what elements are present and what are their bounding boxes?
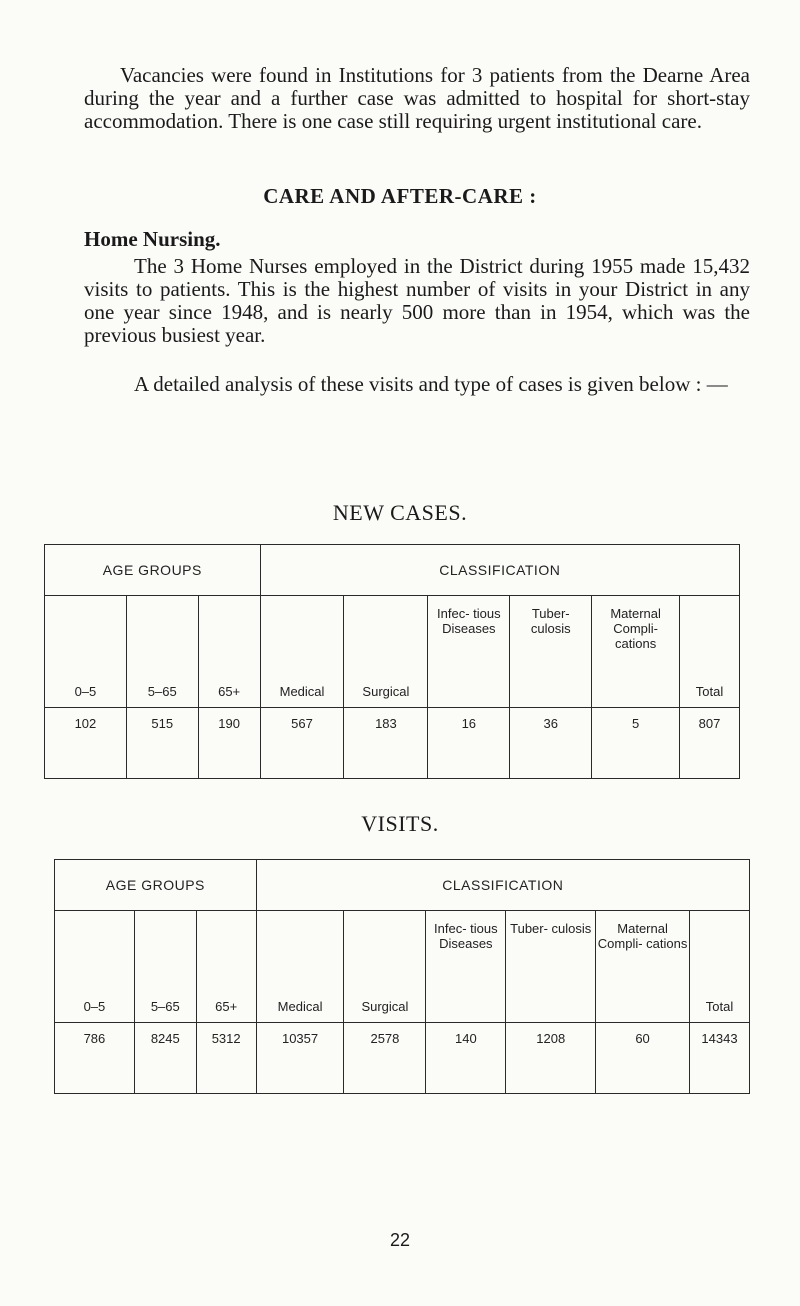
classification-header: CLASSIFICATION <box>256 860 749 911</box>
table-cell: 8245 <box>134 1023 196 1094</box>
column-header-65-plus: 65+ <box>196 911 256 1023</box>
column-header-5-65: 5–65 <box>134 911 196 1023</box>
table-cell: 2578 <box>344 1023 426 1094</box>
column-header-tuberculosis: Tuber- culosis <box>506 911 596 1023</box>
table-cell: 16 <box>428 708 510 779</box>
table-cell: 1208 <box>506 1023 596 1094</box>
column-header-surgical: Surgical <box>344 596 428 708</box>
column-header-maternal-complications: Maternal Compli- cations <box>592 596 680 708</box>
vacancies-paragraph: Vacancies were found in Institutions for 3 patients from the Dearne Area during the year and a further case was admitted to hospital for short-stay accommodation. There is one case still requiring urgent institutional care. <box>84 63 750 133</box>
column-header-infectious-diseases: Infec- tious Diseases <box>428 596 510 708</box>
visits-title: VISITS. <box>361 811 439 836</box>
column-header-maternal-complications: Maternal Compli- cations <box>596 911 690 1023</box>
visits-table <box>54 859 750 1094</box>
column-header-0-5: 0–5 <box>45 596 127 708</box>
column-header-medical: Medical <box>256 911 344 1023</box>
column-header-0-5: 0–5 <box>55 911 135 1023</box>
column-header-5-65: 5–65 <box>126 596 198 708</box>
classification-header: CLASSIFICATION <box>260 545 739 596</box>
analysis-intro-paragraph: A detailed analysis of these visits and type of cases is given below : — <box>134 372 728 396</box>
table-cell: 10357 <box>256 1023 344 1094</box>
column-header-surgical: Surgical <box>344 911 426 1023</box>
column-header-infectious-diseases: Infec- tious Diseases <box>426 911 506 1023</box>
table-cell: 786 <box>55 1023 135 1094</box>
table-cell: 807 <box>680 708 740 779</box>
age-groups-header: AGE GROUPS <box>45 545 261 596</box>
column-header-total: Total <box>690 911 750 1023</box>
table-cell: 190 <box>198 708 260 779</box>
table-row <box>45 708 740 779</box>
table-cell: 60 <box>596 1023 690 1094</box>
new-cases-table <box>44 544 740 779</box>
table-cell: 183 <box>344 708 428 779</box>
column-header-tuberculosis: Tuber- culosis <box>510 596 592 708</box>
table-cell: 14343 <box>690 1023 750 1094</box>
care-after-care-heading: CARE AND AFTER-CARE : <box>263 184 537 208</box>
page-number: 22 <box>389 1230 411 1250</box>
age-groups-header: AGE GROUPS <box>55 860 257 911</box>
table-cell: 567 <box>260 708 344 779</box>
table-row <box>55 1023 750 1094</box>
home-nursing-heading: Home Nursing. <box>84 227 221 251</box>
column-header-total: Total <box>680 596 740 708</box>
table-cell: 140 <box>426 1023 506 1094</box>
new-cases-title: NEW CASES. <box>332 500 468 525</box>
home-nursing-paragraph: The 3 Home Nurses employed in the District during 1955 made 15,432 visits to patients. This is the highest number of visits in your District in any one year since 1948, and is nearly 500 more than in 1954, which was the previous busiest year. <box>84 254 750 347</box>
table-cell: 5 <box>592 708 680 779</box>
table-cell: 515 <box>126 708 198 779</box>
column-header-65-plus: 65+ <box>198 596 260 708</box>
table-cell: 102 <box>45 708 127 779</box>
table-cell: 36 <box>510 708 592 779</box>
table-cell: 5312 <box>196 1023 256 1094</box>
column-header-medical: Medical <box>260 596 344 708</box>
